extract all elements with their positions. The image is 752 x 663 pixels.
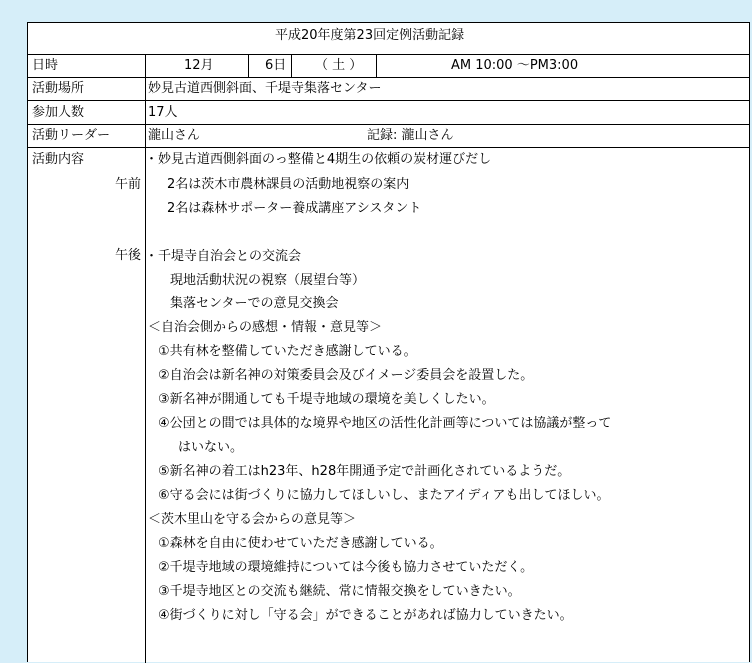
- date-day: 6日: [265, 58, 287, 73]
- date-month: 12月: [184, 58, 214, 73]
- column-divider: [145, 54, 146, 663]
- leader-label: 活動リーダー: [32, 128, 111, 143]
- divider: [28, 54, 749, 55]
- participants-value: 17人: [148, 105, 178, 120]
- content-line: 2名は茨木市農林課員の活動地視察の案内: [167, 177, 410, 192]
- divider: [28, 124, 749, 125]
- content-line: ①森林を自由に使わせていただき感謝している。: [158, 536, 443, 551]
- leader-value: 瀧山さん: [148, 128, 201, 143]
- content-line: ③新名神が開通しても千堤寺地域の環境を美しくしたい。: [158, 392, 495, 407]
- content-line: ①共有林を整備していただき感謝している。: [158, 344, 417, 359]
- date-label: 日時: [32, 58, 59, 73]
- content-line: 現地活動状況の視察（展望台等）: [170, 273, 366, 288]
- afternoon-label: 午後: [115, 248, 142, 263]
- activity-record-table: [27, 22, 750, 662]
- content-line: ②自治会は新名神の対策委員会及びイメージ委員会を設置した。: [158, 368, 534, 383]
- place-value: 妙見古道西側斜面、千堤寺集落センター: [148, 81, 382, 96]
- content-line: ＜茨木里山を守る会からの意見等＞: [148, 512, 357, 527]
- column-divider: [291, 54, 292, 77]
- content-line: ・妙見古道西側斜面のっ整備と4期生の依頼の炭材運びだし: [145, 152, 492, 167]
- column-divider: [248, 54, 249, 77]
- divider: [28, 147, 749, 148]
- divider: [28, 100, 749, 101]
- participants-label: 参加人数: [32, 105, 85, 120]
- date-weekday: （ 土 ）: [315, 58, 363, 73]
- recorder-value: 記録: 瀧山さん: [367, 128, 454, 143]
- content-line: 2名は森林サポーター養成講座アシスタント: [167, 201, 422, 216]
- content-line: ③千堤寺地区との交流も継続、常に情報交換をしていきたい。: [158, 584, 521, 599]
- record-title: 平成20年度第23回定例活動記録: [275, 28, 465, 43]
- content-line: ②千堤寺地域の環境維持については今後も協力させていただく。: [158, 560, 534, 575]
- content-line: ・千堤寺自治会との交流会: [145, 249, 302, 264]
- content-line: ＜自治会側からの感想・情報・意見等＞: [148, 320, 383, 335]
- content-line: ⑥守る会には街づくりに協力してほしいし、またアイディアも出してほしい。: [158, 488, 610, 503]
- content-line: ⑤新名神の着工はh23年、h28年開通予定で計画化されているようだ。: [158, 464, 571, 479]
- content-line: ④街づくりに対し「守る会」ができることがあれば協力していきたい。: [158, 608, 573, 623]
- content-label: 活動内容: [32, 152, 85, 167]
- content-line: ④公団との間では具体的な境界や地区の活性化計画等については協議が整って: [158, 416, 612, 431]
- morning-label: 午前: [115, 177, 142, 192]
- place-label: 活動場所: [32, 81, 85, 96]
- content-line: 集落センターでの意見交換会: [170, 296, 339, 311]
- date-time: AM 10:00 ～PM3:00: [451, 58, 579, 73]
- divider: [28, 77, 749, 78]
- column-divider: [376, 54, 377, 77]
- content-line: はいない。: [178, 440, 244, 455]
